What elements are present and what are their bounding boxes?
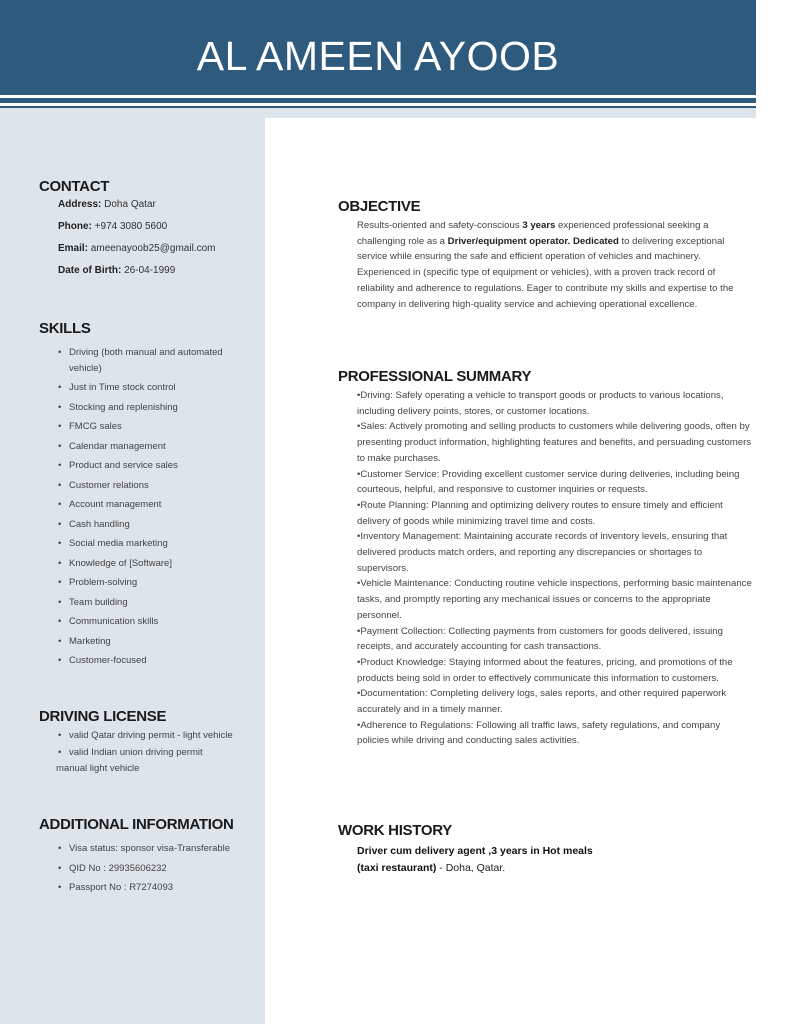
- contact-email: Email: ameenayoob25@gmail.com: [58, 243, 216, 254]
- summary-title: PROFESSIONAL SUMMARY: [338, 368, 532, 385]
- skill-item: • Problem-solving: [57, 575, 257, 591]
- work-role: Driver cum delivery agent ,3 years in Hot meals: [357, 845, 593, 857]
- summary-item: •Sales: Actively promoting and selling products to customers while delivering goods, often by presenting product information, highlighting features and benefits, and persuading customers to make purchases.: [357, 421, 752, 464]
- candidate-name: AL AMEEN AYOOB: [196, 33, 560, 79]
- license-title: DRIVING LICENSE: [39, 708, 167, 725]
- additional-item: • Passport No : R7274093: [57, 880, 257, 895]
- work-employer-line: [357, 860, 751, 877]
- objective-title: OBJECTIVE: [338, 198, 421, 215]
- additional-title: ADDITIONAL INFORMATION: [39, 816, 234, 833]
- skill-item: • Customer-focused: [57, 653, 257, 669]
- skill-item: • Knowledge of [Software]: [57, 556, 257, 572]
- summary-item: •Customer Service: Providing excellent customer service during deliveries, including being courteous, helpful, and responsive to customer inquiries or requests.: [357, 468, 740, 496]
- header-banner: [0, 0, 756, 95]
- license-line: manual light vehicle: [56, 763, 140, 774]
- skill-item: • Driving (both manual and automated vehicle): [57, 345, 257, 376]
- skill-item: • Customer relations: [57, 478, 257, 494]
- summary-item: •Payment Collection: Collecting payments from customers for goods delivered, issuing receipts, and accurately accounting for cash transactions.: [357, 625, 723, 653]
- work-employer: (taxi restaurant): [357, 861, 437, 874]
- summary-item: •Adherence to Regulations: Following all traffic laws, safety regulations, and company policies while driving and conducting sales activities.: [357, 719, 721, 747]
- skill-item: • Calendar management: [57, 439, 257, 455]
- work-title: WORK HISTORY: [338, 822, 452, 839]
- header-rule-thick: [0, 98, 756, 103]
- summary-item: •Documentation: Completing delivery logs, sales reports, and other required paperwork accurately and in a timely manner.: [357, 688, 727, 716]
- skills-title: SKILLS: [39, 320, 91, 337]
- skill-item: • Just in Time stock control: [57, 380, 257, 396]
- top-strip: [265, 108, 756, 118]
- skill-item: • Communication skills: [57, 614, 257, 630]
- contact-title: CONTACT: [39, 178, 110, 195]
- summary-item: •Driving: Safely operating a vehicle to transport goods or products to various locations, including delivery points, stores, or customer locations.: [357, 390, 724, 417]
- work-entry: [357, 843, 751, 876]
- summary-list: [357, 388, 753, 749]
- skill-item: • Account management: [57, 497, 257, 513]
- license-line: • valid Qatar driving permit - light vehicle: [57, 728, 262, 745]
- skill-item: • FMCG sales: [57, 419, 257, 435]
- summary-item: •Inventory Management: Maintaining accurate records of inventory levels, ensuring that delivered products match orders, and reporting any discrepancies or shortages to supervisors.: [357, 531, 728, 574]
- skill-item: • Product and service sales: [57, 458, 257, 474]
- skill-item: • Social media marketing: [57, 536, 257, 552]
- skill-item: • Cash handling: [57, 517, 257, 533]
- contact-dob: Date of Birth: 26-04-1999: [58, 265, 176, 276]
- skill-item: • Marketing: [57, 634, 257, 650]
- contact-block: [58, 198, 263, 286]
- work-location: - Doha, Qatar.: [436, 861, 506, 874]
- license-line: • valid Indian union driving permit: [57, 745, 262, 762]
- summary-item: •Vehicle Maintenance: Conducting routine vehicle inspections, performing basic maintenance tasks, and promptly reporting any mechanical issues or concerns to the appropriate personnel.: [357, 578, 752, 621]
- skill-item: • Stocking and replenishing: [57, 400, 257, 416]
- summary-item: •Product Knowledge: Staying informed about the features, pricing, and promotions of the products being sold in order to effectively communicate this information to customers.: [357, 656, 733, 684]
- skills-list: [57, 345, 257, 673]
- license-block: [57, 728, 262, 778]
- additional-item: • QID No : 29935606232: [57, 861, 257, 876]
- summary-item: •Route Planning: Planning and optimizing delivery routes to ensure timely and efficient delivery of goods while minimizing travel time and costs.: [357, 499, 723, 527]
- contact-address: Address: Doha Qatar: [58, 199, 156, 210]
- skill-item: • Team building: [57, 595, 257, 611]
- additional-item: • Visa status: sponsor visa-Transferable: [57, 841, 257, 856]
- objective-text: Results-oriented and safety-conscious 3 years experienced professional seeking a challenging role as a Driver/equipment operator. Dedicated to delivering exceptional service while ensuring the safe and efficient operation of vehicles and machinery. Experienced in (specific type of equipment or vehicles), with a proven track record of reliability and adherence to regulations. Eager to contribute my skills and expertise to the company in delivering high-quality service and achieving operational excellence.: [357, 220, 734, 310]
- contact-phone: Phone: +974 3080 5600: [58, 221, 168, 232]
- additional-list: [57, 841, 257, 900]
